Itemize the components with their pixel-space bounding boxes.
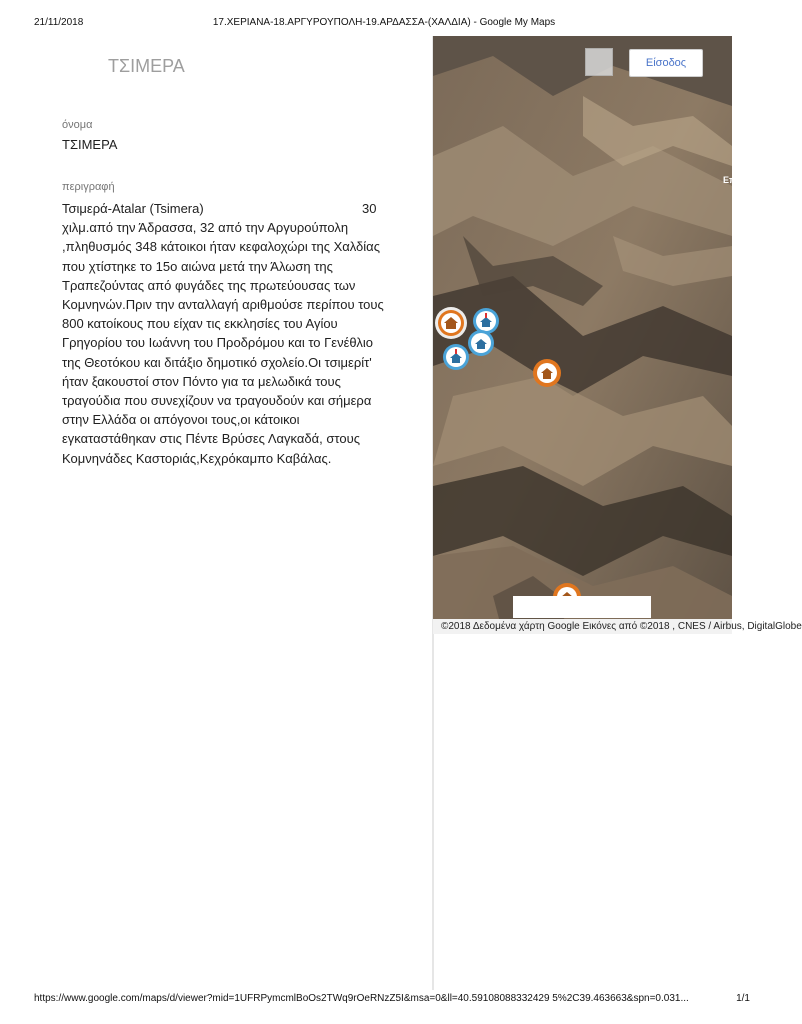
description-line: Κομνηνών.Πριν την ανταλλαγή αριθμούσε περίπου τους <box>62 297 384 313</box>
description-line: Γρηγορίου του Ιωάννη του Προδρόμου και το Γενέθλιο <box>62 335 373 351</box>
map-overlay-box <box>513 596 651 618</box>
description-line: 800 κατοίκους που είχαν τις εκκλησίες του Αγίου <box>62 316 338 332</box>
print-header <box>0 17 768 31</box>
name-label: όνομα <box>62 119 93 131</box>
print-date: 21/11/2018 <box>34 17 84 28</box>
description-label: περιγραφή <box>62 181 115 193</box>
description-line: στην Ελλάδα οι απόγονοι τους,οι κάτοικοι <box>62 412 300 428</box>
description-line: Τραπεζούντας από φυγάδες της πρωτεύουσας των <box>62 277 356 293</box>
description-text <box>62 199 384 468</box>
map-layer-button[interactable] <box>585 48 613 76</box>
house-marker-icon[interactable] <box>531 357 563 389</box>
description-line: της Θεοτόκου και διτάξιο δημοτικό σχολείο.Οι τσιμερίτ' <box>62 354 372 370</box>
selected-house-marker-icon[interactable] <box>434 306 468 340</box>
church-marker-icon[interactable] <box>441 342 471 372</box>
description-line: που χτίστηκε το 15ο αιώνα μετά την Άλωση της <box>62 258 333 274</box>
print-url: https://www.google.com/maps/d/viewer?mid=1UFRPymcmlBoOs2TWq9rOeRNzZ5I&msa=0&ll=40.59108088332429 5%2C39.463663&spn=0.031... <box>34 993 689 1004</box>
signin-button[interactable]: Είσοδος <box>629 49 703 77</box>
map-view[interactable] <box>433 36 802 634</box>
print-page-number: 1/1 <box>736 993 750 1004</box>
description-line: εγκαταστάθηκαν στις Πέντε Βρύσες Λαγκαδά, στους <box>62 431 360 447</box>
description-first-line: Τσιμερά-Atalar (Tsimera) <box>62 201 204 216</box>
name-value: ΤΣΙΜΕΡΑ <box>62 137 118 152</box>
print-footer <box>0 993 768 1007</box>
print-title: 17.ΧΕΡΙΑΝΑ-18.ΑΡΓΥΡΟΥΠΟΛΗ-19.ΑΡΔΑΣΣΑ-(ΧΑΛΔΙΑ) - Google My Maps <box>212 17 556 28</box>
map-place-label: Επ <box>723 175 736 185</box>
place-title: ΤΣΙΜΕΡΑ <box>108 56 185 76</box>
description-line: ήταν ξακουστοί στον Πόντο για τα μελωδικά τους <box>62 373 341 389</box>
description-line: χιλμ.από την Άδρασσα, 32 από την Αργυρούπολη <box>62 220 349 236</box>
description-distance: 30 <box>362 201 377 216</box>
description-line: τραγούδια που συνεχίζουν να τραγουδούν και σήμερα <box>62 393 372 409</box>
description-line: Κομνηνάδες Καστοριάς,Κεχρόκαμπο Καβάλας. <box>62 450 332 466</box>
description-line: ,πληθυσμός 348 κάτοικοι ήταν κεφαλοχώρι της Χαλδίας <box>62 239 380 255</box>
map-attribution: ©2018 Δεδομένα χάρτη Google Εικόνες από ©2018 , CNES / Airbus, DigitalGlobe <box>433 619 732 634</box>
